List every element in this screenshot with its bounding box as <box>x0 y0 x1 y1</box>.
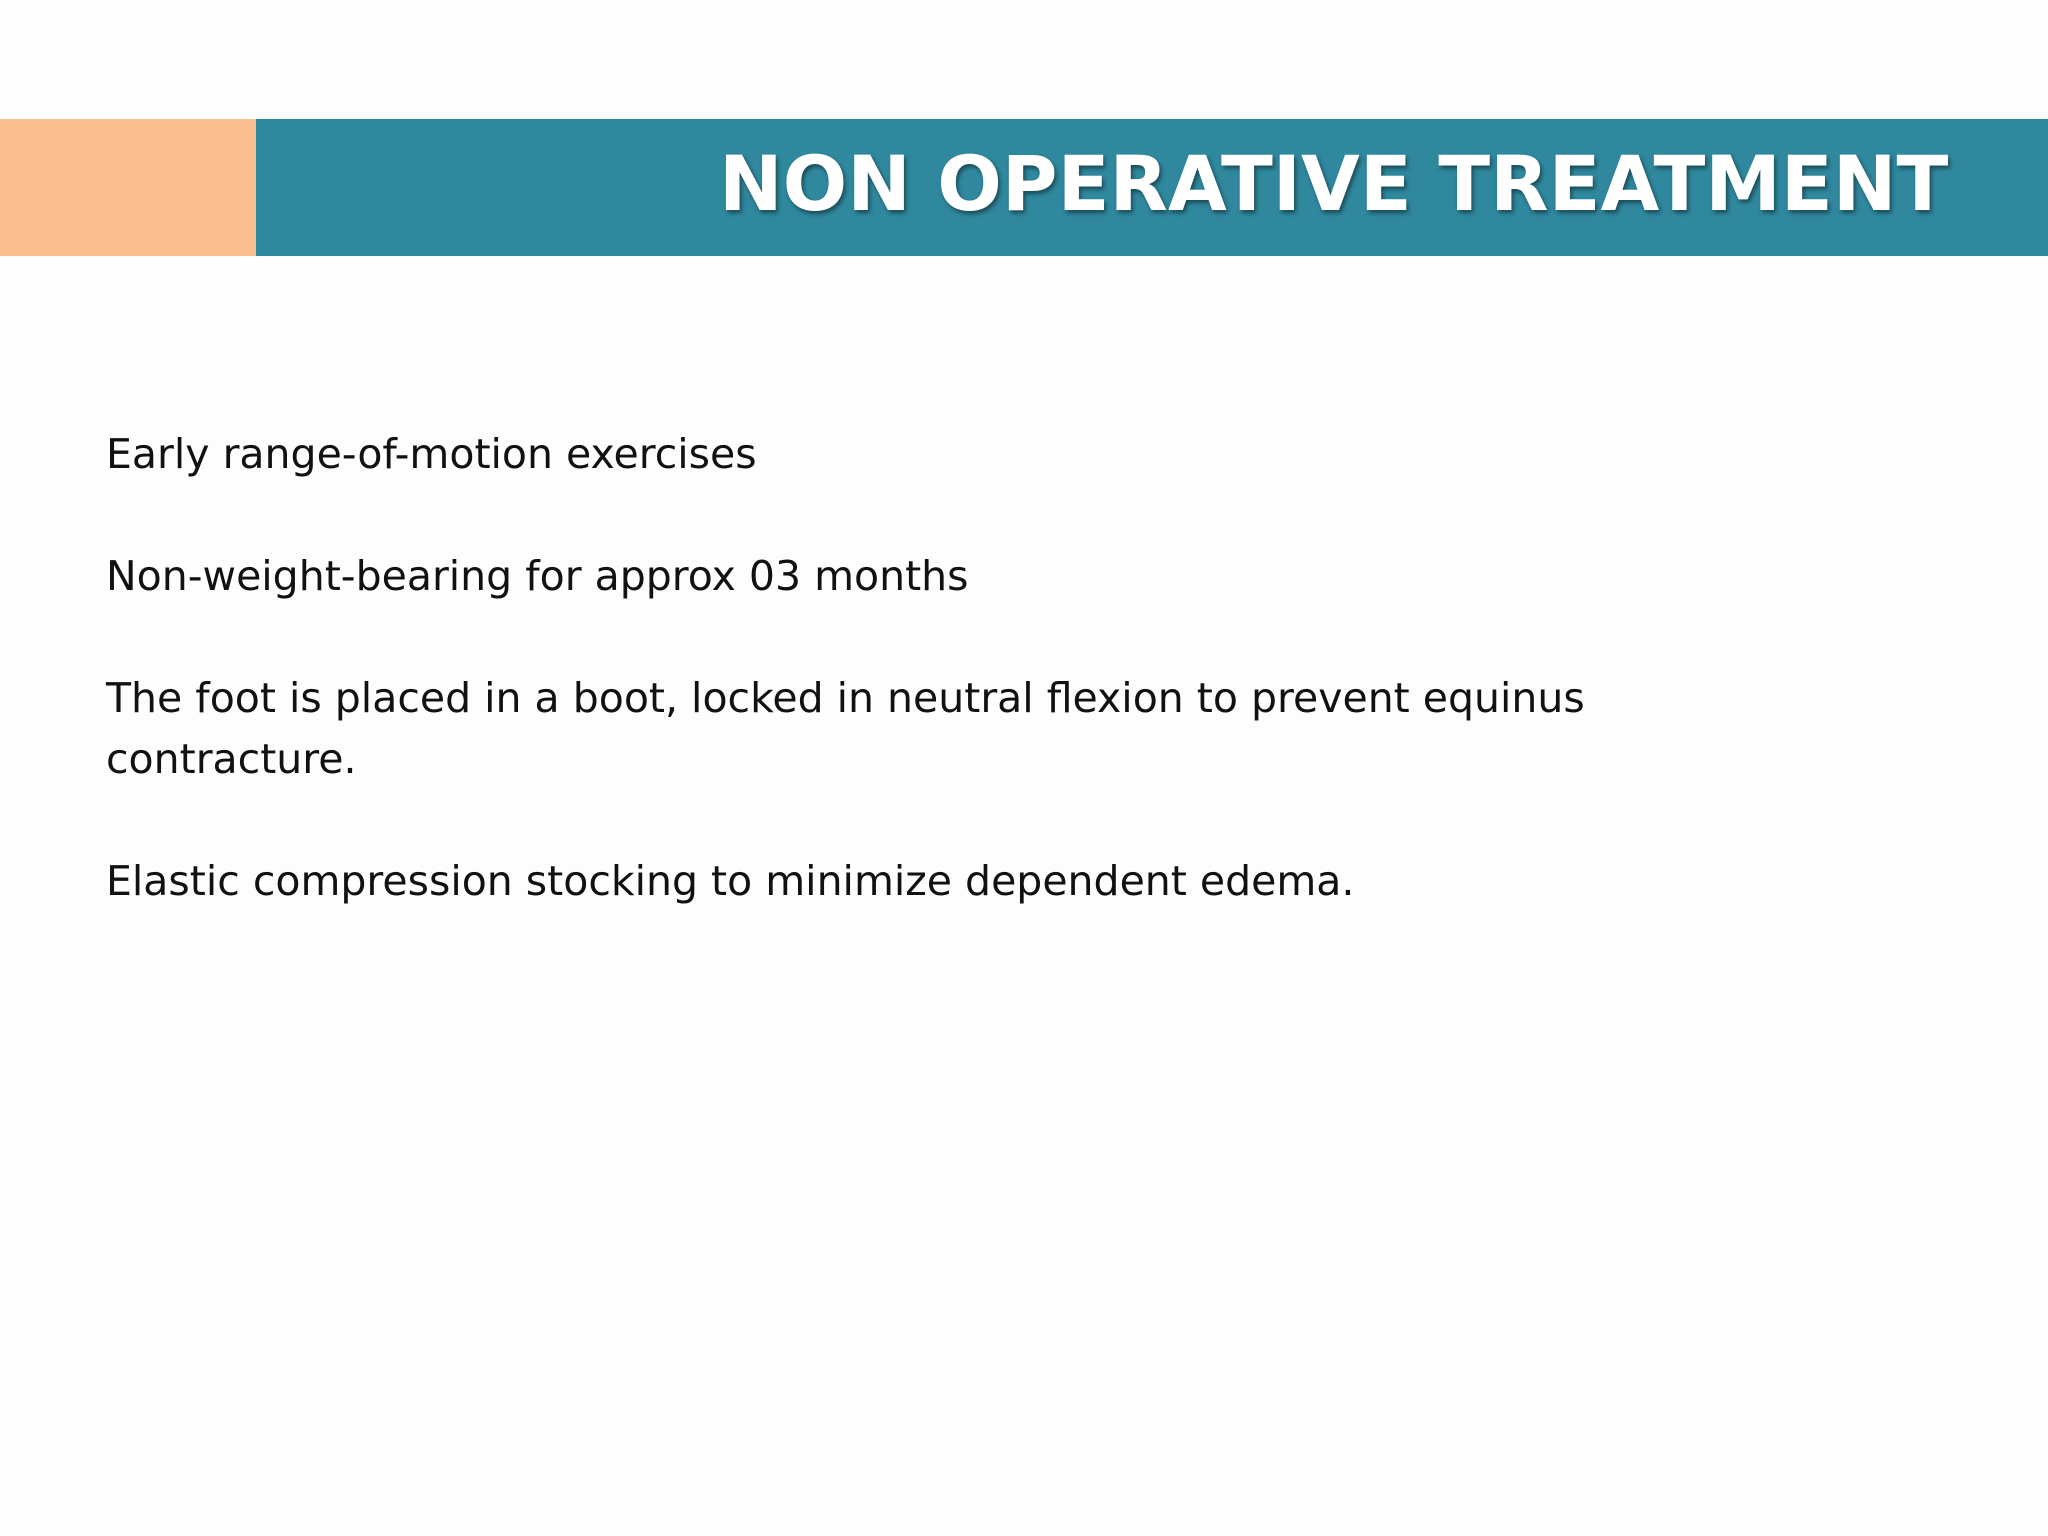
title-bar <box>0 119 2048 256</box>
bullet-item: The foot is placed in a boot, locked in neutral flexion to prevent equinus contracture. <box>106 674 1585 783</box>
content-body <box>106 424 1706 912</box>
slide-title: NON OPERATIVE TREATMENT <box>719 139 1949 228</box>
bullet-item: Elastic compression stocking to minimize dependent edema. <box>106 857 1355 905</box>
accent-block <box>0 119 256 256</box>
title-band <box>256 119 2048 256</box>
bullet-item: Non-weight-bearing for approx 03 months <box>106 552 969 600</box>
bullet-item: Early range-of-motion exercises <box>106 430 757 478</box>
